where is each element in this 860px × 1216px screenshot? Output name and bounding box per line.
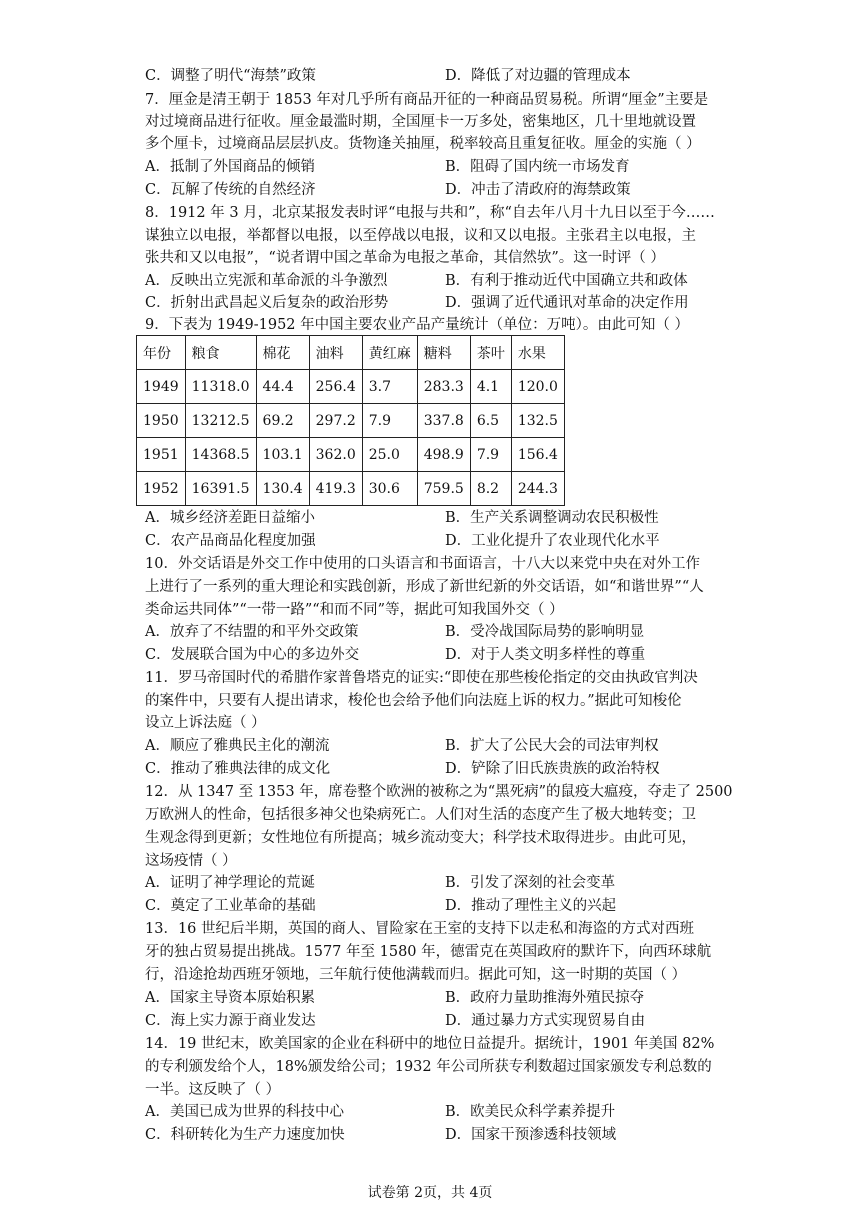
q14-stem-line: 14．19 世纪末，欧美国家的企业在科研中的地位日益提升。据统计，1901 年美国 82% <box>145 1036 715 1052</box>
q12-stem-line: 12．从 1347 至 1353 年，席卷整个欧洲的被称之为“黑死病”的鼠疫大瘟疫，夺走了 2500 <box>145 784 733 800</box>
q13-stem-line: 牙的独占贸易提出挑战。1577 年至 1580 年，德雷克在英国政府的默许下，向西环球航 <box>145 944 712 960</box>
q8-option-c: C．折射出武昌起义后复杂的政治形势 <box>145 295 389 311</box>
table-cell: 13212.5 <box>185 404 256 438</box>
q9-option-b: B．生产关系调整调动农民积极性 <box>445 510 659 526</box>
q12-option-b: B．引发了深刻的社会变革 <box>445 875 616 891</box>
q8-option-d: D．强调了近代通讯对革命的决定作用 <box>445 295 689 311</box>
table-cell: 14368.5 <box>185 438 256 472</box>
table-cell: 44.4 <box>256 370 309 404</box>
q7-option-c: C．瓦解了传统的自然经济 <box>145 182 316 198</box>
table-cell: 297.2 <box>309 404 362 438</box>
q13-option-d: D．通过暴力方式实现贸易自由 <box>445 1013 646 1029</box>
q10-stem-line: 类命运共同体”“一带一路”“和而不同”等，据此可知我国外交（ ） <box>145 602 564 618</box>
table-header-cell: 糖料 <box>417 336 470 370</box>
table-cell: 3.7 <box>362 370 417 404</box>
q13-option-c: C．海上实力源于商业发达 <box>145 1013 316 1029</box>
q6-option-c: C．调整了明代“海禁”政策 <box>145 68 316 84</box>
table-cell: 7.9 <box>470 438 511 472</box>
table-header-row <box>137 336 565 370</box>
q9-option-d: D．工业化提升了农业现代化水平 <box>445 533 660 549</box>
table-cell: 759.5 <box>417 472 470 506</box>
table-cell: 69.2 <box>256 404 309 438</box>
q7-option-d: D．冲击了清政府的海禁政策 <box>445 182 631 198</box>
table-cell: 130.4 <box>256 472 309 506</box>
q10-option-d: D．对于人类文明多样性的尊重 <box>445 647 646 663</box>
table-cell: 4.1 <box>470 370 511 404</box>
q11-option-b: B．扩大了公民大会的司法审判权 <box>445 738 659 754</box>
q8-stem-line: 张共和又以电报”，“说者谓中国之革命为电报之革命，其信然欤”。这一时评（ ） <box>145 250 665 266</box>
table-row <box>137 404 565 438</box>
q14-option-a: A．美国已成为世界的科技中心 <box>145 1104 344 1120</box>
q8-stem-line: 8．1912 年 3 月，北京某报发表时评“电报与共和”，称“自去年八月十九日以至于今…… <box>145 205 715 221</box>
q12-option-d: D．推动了理性主义的兴起 <box>445 898 617 914</box>
q10-option-a: A．放弃了不结盟的和平外交政策 <box>145 624 359 640</box>
table-cell: 1949 <box>137 370 186 404</box>
q11-option-d: D．铲除了旧氏族贵族的政治特权 <box>445 761 660 777</box>
table-cell: 132.5 <box>511 404 564 438</box>
table-cell: 1952 <box>137 472 186 506</box>
q12-stem-line: 万欧洲人的性命，包括很多神父也染病死亡。人们对生活的态度产生了极大地转变；卫 <box>145 807 696 823</box>
q13-stem-line: 13．16 世纪后半期，英国的商人、冒险家在王室的支持下以走私和海盗的方式对西班 <box>145 921 695 937</box>
q10-stem-line: 10．外交话语是外交工作中使用的口头语言和书面语言，十八大以来党中央在对外工作 <box>145 556 700 572</box>
table-cell: 30.6 <box>362 472 417 506</box>
table-cell: 1950 <box>137 404 186 438</box>
table-cell: 25.0 <box>362 438 417 472</box>
table-header-cell: 茶叶 <box>470 336 511 370</box>
q14-stem-line: 的专利颁发给个人，18%颁发给公司；1932 年公司所获专利数超过国家颁发专利总数的 <box>145 1059 712 1075</box>
q14-option-b: B．欧美民众科学素养提升 <box>445 1104 616 1120</box>
q13-stem-line: 行，沿途抢劫西班牙领地，三年航行使他满载而归。据此可知，这一时期的英国（ ） <box>145 967 687 983</box>
q8-stem-line: 谋独立以电报，举都督以电报，以至停战以电报，议和又以电报。主张君主以电报，主 <box>145 228 696 244</box>
q13-option-b: B．政府力量助推海外殖民掠夺 <box>445 990 645 1006</box>
q9-option-a: A．城乡经济差距日益缩小 <box>145 510 315 526</box>
table-cell: 1951 <box>137 438 186 472</box>
table-header-cell: 粮食 <box>185 336 256 370</box>
q9-option-c: C．农产品商品化程度加强 <box>145 533 316 549</box>
q6-option-d: D．降低了对边疆的管理成本 <box>445 68 631 84</box>
q7-stem-line: 对过境商品进行征收。厘金最滥时期，全国厘卡一万多处，密集地区，几十里地就设置 <box>145 114 696 130</box>
table-header-cell: 年份 <box>137 336 186 370</box>
q12-stem-line: 这场疫情（ ） <box>145 853 237 869</box>
q11-stem-line: 设立上诉法庭（ ） <box>145 715 266 731</box>
table-header-cell: 油料 <box>309 336 362 370</box>
q7-option-b: B．阻碍了国内统一市场发育 <box>445 159 630 175</box>
table-header-cell: 水果 <box>511 336 564 370</box>
q10-option-c: C．发展联合国为中心的多边外交 <box>145 647 360 663</box>
q12-option-c: C．奠定了工业革命的基础 <box>145 898 316 914</box>
q11-stem-line: 11．罗马帝国时代的希腊作家普鲁塔克的证实:“即使在那些梭伦指定的交由执政官判决 <box>145 670 698 686</box>
table-cell: 419.3 <box>309 472 362 506</box>
q11-option-c: C．推动了雅典法律的成文化 <box>145 761 331 777</box>
q7-option-a: A．抵制了外国商品的倾销 <box>145 159 315 175</box>
q14-option-d: D．国家干预渗透科技领域 <box>445 1127 617 1143</box>
table-cell: 256.4 <box>309 370 362 404</box>
q9-stem: 9．下表为 1949-1952 年中国主要农业产品产量统计（单位：万吨）。由此可知（ ） <box>145 317 690 333</box>
q7-stem-line: 7．厘金是清王朝于 1853 年对几乎所有商品开征的一种商品贸易税。所谓“厘金”主要是 <box>145 92 709 108</box>
table-cell: 498.9 <box>417 438 470 472</box>
table-cell: 16391.5 <box>185 472 256 506</box>
table-cell: 6.5 <box>470 404 511 438</box>
page-footer: 试卷第 2页，共 4页 <box>367 1185 493 1201</box>
table-cell: 103.1 <box>256 438 309 472</box>
table-cell: 283.3 <box>417 370 470 404</box>
table-cell: 7.9 <box>362 404 417 438</box>
q8-option-a: A．反映出立宪派和革命派的斗争激烈 <box>145 273 388 289</box>
q8-option-b: B．有利于推动近代中国确立共和政体 <box>445 273 688 289</box>
table-cell: 337.8 <box>417 404 470 438</box>
q12-stem-line: 生观念得到更新；女性地位有所提高；城乡流动变大；科学技术取得进步。由此可见， <box>145 830 696 846</box>
table-row <box>137 370 565 404</box>
table-cell: 244.3 <box>511 472 564 506</box>
table-cell: 11318.0 <box>185 370 256 404</box>
q14-option-c: C．科研转化为生产力速度加快 <box>145 1127 345 1143</box>
table-cell: 156.4 <box>511 438 564 472</box>
table-header-cell: 黄红麻 <box>362 336 417 370</box>
table-cell: 8.2 <box>470 472 511 506</box>
table-header-cell: 棉花 <box>256 336 309 370</box>
q10-stem-line: 上进行了一系列的重大理论和实践创新，形成了新世纪新的外交话语，如“和谐世界”“人 <box>145 579 704 595</box>
q11-stem-line: 的案件中，只要有人提出请求，梭伦也会给予他们向法庭上诉的权力。”据此可知梭伦 <box>145 693 682 709</box>
table-cell: 120.0 <box>511 370 564 404</box>
table-row <box>137 472 565 506</box>
q10-option-b: B．受冷战国际局势的影响明显 <box>445 624 645 640</box>
q13-option-a: A．国家主导资本原始积累 <box>145 990 315 1006</box>
q9-production-table <box>136 335 565 506</box>
q11-option-a: A．顺应了雅典民主化的潮流 <box>145 738 330 754</box>
table-cell: 362.0 <box>309 438 362 472</box>
q14-stem-line: 一半。这反映了（ ） <box>145 1082 281 1098</box>
table-row <box>137 438 565 472</box>
q7-stem-line: 多个厘卡，过境商品层层扒皮。货物逢关抽厘，税率较高且重复征收。厘金的实施（ ） <box>145 136 701 152</box>
q12-option-a: A．证明了神学理论的荒诞 <box>145 875 315 891</box>
